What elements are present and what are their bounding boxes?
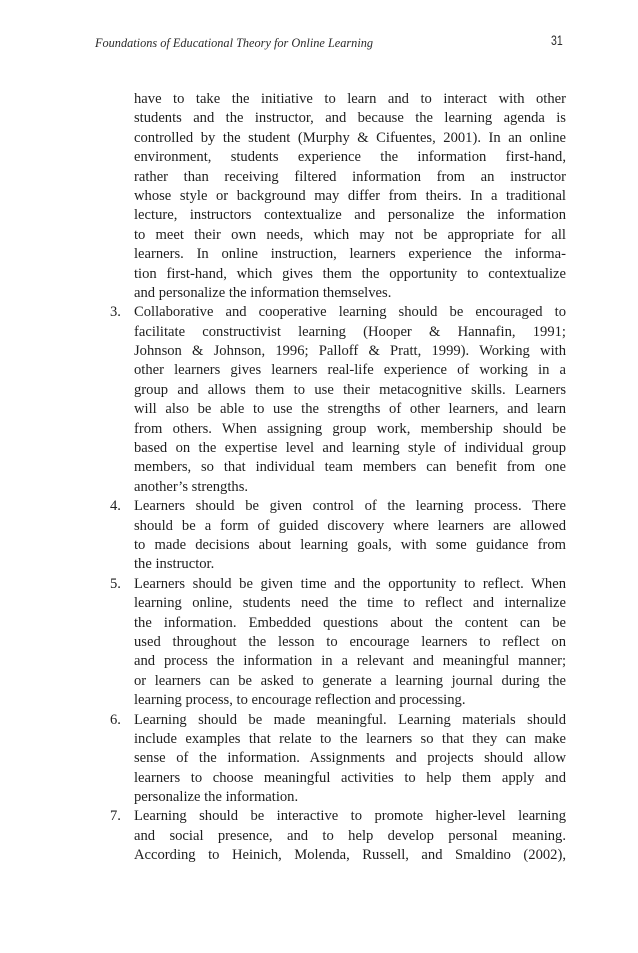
line-text: facilitate constructivist learning (Hooper & Hannafin, 1991; — [134, 323, 566, 340]
line-text: whose style or background may differ from theirs. In a traditional — [134, 187, 566, 204]
list-item-line — [110, 575, 566, 594]
line-text: lecture, instructors contextualize and personalize the information — [134, 207, 566, 224]
text-line — [134, 555, 566, 574]
text-line — [134, 168, 566, 187]
line-text: Collaborative and cooperative learning should be encouraged to — [134, 304, 566, 321]
text-line — [134, 594, 566, 613]
running-head-title: Foundations of Educational Theory for Online Learning — [95, 36, 374, 50]
line-text: to meet their own needs, which may not be appropriate for all — [134, 226, 566, 243]
line-text: should be a form of guided discovery where learners are allowed — [134, 517, 566, 534]
line-text: Learning should be made meaningful. Learning materials should — [134, 711, 566, 728]
text-line — [134, 323, 566, 342]
line-text: sense of the information. Assignments and projects should allow — [134, 750, 566, 767]
text-line — [134, 361, 566, 380]
line-text: will also be able to use the strengths of other learners, and learn — [134, 401, 566, 418]
line-text: based on the expertise level and learning style of individual group — [134, 440, 566, 457]
text-line — [134, 730, 566, 749]
line-text: According to Heinich, Molenda, Russell, and Smaldino (2002), — [134, 847, 566, 864]
line-text: learning online, students need the time to reflect and internalize — [134, 595, 566, 612]
line-text: Learners should be given control of the learning process. There — [134, 498, 566, 515]
text-line — [134, 342, 566, 361]
text-line — [134, 265, 566, 284]
text-line — [134, 129, 566, 148]
text-line — [134, 187, 566, 206]
text-line — [134, 245, 566, 264]
list-item-line — [110, 303, 566, 322]
text-line — [134, 420, 566, 439]
text-line — [134, 381, 566, 400]
line-text: personalize the information. — [134, 789, 299, 806]
text-line — [134, 148, 566, 167]
line-text: Johnson & Johnson, 1996; Palloff & Pratt, 1999). Working with — [134, 343, 566, 360]
text-line — [134, 458, 566, 477]
text-line — [134, 517, 566, 536]
text-line — [134, 788, 566, 807]
line-text: or learners can be asked to generate a learning journal during the — [134, 672, 566, 689]
text-line — [134, 652, 566, 671]
text-line — [134, 400, 566, 419]
text-line — [134, 536, 566, 555]
list-number: 3. — [110, 304, 121, 321]
text-line — [134, 614, 566, 633]
line-text: from others. When assigning group work, membership should be — [134, 420, 566, 437]
line-text: learning process, to encourage reflection and processing. — [134, 692, 466, 709]
text-line — [134, 439, 566, 458]
line-text: have to take the initiative to learn and to interact with other — [134, 91, 566, 107]
list-item-line — [110, 807, 566, 826]
line-text: and process the information in a relevant and meaningful manner; — [134, 653, 566, 670]
line-text: Learning should be interactive to promote higher-level learning — [134, 808, 566, 825]
text-line — [134, 691, 566, 710]
text-line — [134, 90, 566, 109]
line-text: learners to choose meaningful activities to help them apply and — [134, 769, 566, 786]
text-line — [134, 672, 566, 691]
list-number: 7. — [110, 808, 121, 825]
text-line — [134, 769, 566, 788]
list-number: 6. — [110, 711, 121, 728]
text-line — [134, 846, 566, 865]
line-text: used throughout the lesson to encourage learners to reflect on — [134, 633, 566, 650]
line-text: and personalize the information themselves. — [134, 284, 392, 301]
text-line — [134, 633, 566, 652]
line-text: tion first-hand, which gives them the opportunity to contextualize — [134, 265, 566, 282]
text-line — [134, 284, 566, 303]
line-text: other learners gives learners real-life experience of working in a — [134, 362, 566, 379]
line-text: learners. In online instruction, learners experience the informa- — [134, 246, 566, 263]
list-number: 4. — [110, 498, 121, 515]
line-text: rather than receiving filtered information from an instructor — [134, 168, 566, 185]
line-text: include examples that relate to the learners so that they can make — [134, 730, 566, 747]
list-item-line — [110, 497, 566, 516]
text-line — [134, 749, 566, 768]
page-number: 31 — [551, 33, 563, 48]
line-text: the instructor. — [134, 556, 215, 573]
body-text — [110, 90, 566, 866]
line-text: another’s strengths. — [134, 478, 249, 495]
line-text: environment, students experience the information first-hand, — [134, 149, 566, 166]
text-line — [134, 109, 566, 128]
text-line — [134, 226, 566, 245]
list-number: 5. — [110, 575, 121, 592]
line-text: students and the instructor, and because the learning agenda is — [134, 110, 566, 127]
line-text: to made decisions about learning goals, with some guidance from — [134, 536, 566, 553]
text-line — [134, 206, 566, 225]
line-text: group and allows them to use their metacognitive skills. Learners — [134, 381, 566, 398]
text-line — [134, 827, 566, 846]
list-item-line — [110, 711, 566, 730]
line-text: members, so that individual team members can benefit from one — [134, 459, 566, 476]
line-text: and social presence, and to help develop personal meaning. — [134, 827, 566, 844]
line-text: Learners should be given time and the opportunity to reflect. When — [134, 575, 566, 592]
line-text: the information. Embedded questions about the content can be — [134, 614, 566, 631]
line-text: controlled by the student (Murphy & Cifuentes, 2001). In an online — [134, 129, 566, 146]
text-line — [134, 478, 566, 497]
